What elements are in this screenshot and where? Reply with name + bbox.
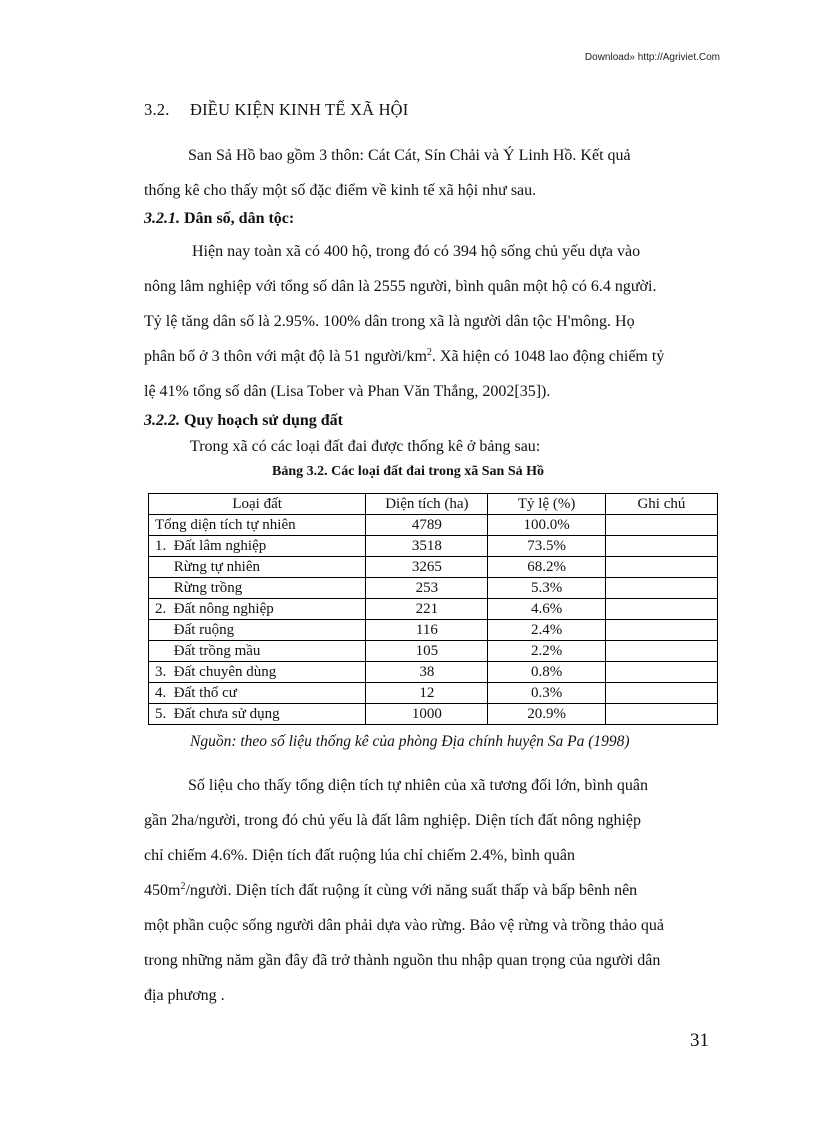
conclusion-line-7: địa phương .: [144, 987, 225, 1004]
conclusion-line-5: một phần cuộc sống người dân phải dựa vào rừng. Bảo vệ rừng và trồng thảo quả: [144, 917, 664, 934]
conclusion-line-6: trong những năm gần đây đã trở thành nguồn thu nhập quan trọng của người dân: [144, 952, 661, 969]
conclusion-line-1: Số liệu cho thấy tổng diện tích tự nhiên của xã tương đối lớn, bình quân: [188, 777, 648, 794]
subsection-number: 3.2.2.: [144, 412, 180, 429]
conclusion-paragraph: [144, 768, 716, 1013]
note-cell: [605, 641, 717, 662]
land-type-cell: 2. Đất nông nghiệp: [149, 599, 366, 620]
section-heading: [144, 100, 409, 120]
conclusion-line-3: chỉ chiếm 4.6%. Diện tích đất ruộng lúa chỉ chiếm 2.4%, bình quân: [144, 847, 575, 864]
land-type-cell: Rừng tự nhiên: [149, 557, 366, 578]
table-row: [149, 704, 718, 725]
note-cell: [605, 536, 717, 557]
area-cell: 12: [366, 683, 488, 704]
population-line-4: phân bố ở 3 thôn với mật độ là 51 người/$km^2$. Xã hiện có 1048 lao động chiếm tỷ: [144, 347, 665, 365]
subsection-title: Dân số, dân tộc:: [184, 210, 295, 227]
note-cell: [605, 578, 717, 599]
land-type-cell: 4. Đất thổ cư: [149, 683, 366, 704]
ratio-cell: 73.5%: [488, 536, 605, 557]
table-row: [149, 662, 718, 683]
table-row: [149, 515, 718, 536]
land-type-cell: Tổng diện tích tự nhiên: [149, 515, 366, 536]
note-cell: [605, 683, 717, 704]
conclusion-line-2: gần 2ha/người, trong đó chủ yếu là đất lâm nghiệp. Diện tích đất nông nghiệp: [144, 812, 642, 829]
subsection-number: 3.2.1.: [144, 210, 180, 227]
area-cell: 38: [366, 662, 488, 683]
area-cell: 4789: [366, 515, 488, 536]
download-note: Download» http://Agriviet.Com: [584, 52, 720, 63]
ratio-cell: 100.0%: [488, 515, 605, 536]
section-number: 3.2.: [144, 100, 170, 119]
header-ratio: Tỷ lệ (%): [488, 494, 605, 515]
ratio-cell: 20.9%: [488, 704, 605, 725]
land-type-cell: Rừng trồng: [149, 578, 366, 599]
intro-paragraph: [144, 138, 716, 208]
ratio-cell: 4.6%: [488, 599, 605, 620]
area-cell: 221: [366, 599, 488, 620]
land-type-cell: Đất ruộng: [149, 620, 366, 641]
table-header-row: [149, 494, 718, 515]
land-table: [148, 493, 718, 725]
land-type-cell: 3. Đất chuyên dùng: [149, 662, 366, 683]
land-type-cell: Đất trồng mầu: [149, 641, 366, 662]
area-cell: 3265: [366, 557, 488, 578]
area-cell: 116: [366, 620, 488, 641]
header-area: Diện tích (ha): [366, 494, 488, 515]
table-source: Nguồn: theo số liệu thống kê của phòng Địa chính huyện Sa Pa (1998): [190, 733, 630, 750]
population-line-1: Hiện nay toàn xã có 400 hộ, trong đó có 394 hộ sống chủ yếu dựa vào: [192, 243, 641, 260]
ratio-cell: 5.3%: [488, 578, 605, 599]
note-cell: [605, 704, 717, 725]
note-cell: [605, 620, 717, 641]
header-land-type: Loại đất: [149, 494, 366, 515]
table-row: [149, 599, 718, 620]
header-note: Ghi chú: [605, 494, 717, 515]
note-cell: [605, 599, 717, 620]
ratio-cell: 0.8%: [488, 662, 605, 683]
subsection-title: Quy hoạch sử dụng đất: [184, 412, 343, 429]
population-line-2: nông lâm nghiệp với tổng số dân là 2555 người, bình quân một hộ có 6.4 người.: [144, 278, 657, 295]
ratio-cell: 68.2%: [488, 557, 605, 578]
area-cell: 3518: [366, 536, 488, 557]
population-line-5: lệ 41% tổng số dân (Lisa Tober và Phan Văn Thắng, 2002[35]).: [144, 383, 551, 400]
note-cell: [605, 557, 717, 578]
population-line-3: Tỷ lệ tăng dân số là 2.95%. 100% dân trong xã là người dân tộc H'mông. Họ: [144, 313, 635, 330]
area-cell: 253: [366, 578, 488, 599]
note-cell: [605, 515, 717, 536]
conclusion-line-4: $450m^2$/người. Diện tích đất ruộng ít cùng với năng suất thấp và bấp bênh nên: [144, 881, 638, 899]
intro-line-1: San Sả Hồ bao gồm 3 thôn: Cát Cát, Sín Chải và Ý Linh Hồ. Kết quả: [188, 147, 631, 164]
table-row: [149, 578, 718, 599]
population-paragraph: [144, 234, 716, 409]
ratio-cell: 2.4%: [488, 620, 605, 641]
table-caption: Bảng 3.2. Các loại đất đai trong xã San Sả Hồ: [271, 464, 544, 479]
intro-line-2: thống kê cho thấy một số đặc điểm về kinh tế xã hội như sau.: [144, 182, 537, 199]
ratio-cell: 2.2%: [488, 641, 605, 662]
table-row: [149, 683, 718, 704]
land-type-cell: 1. Đất lâm nghiệp: [149, 536, 366, 557]
land-table-body: [149, 515, 718, 725]
ratio-cell: 0.3%: [488, 683, 605, 704]
area-cell: 105: [366, 641, 488, 662]
table-row: [149, 641, 718, 662]
page-number: 31: [690, 1030, 709, 1051]
area-cell: 1000: [366, 704, 488, 725]
table-row: [149, 536, 718, 557]
note-cell: [605, 662, 717, 683]
table-row: [149, 557, 718, 578]
subsection-heading-population: [144, 210, 294, 228]
subsection-heading-land-use: [144, 412, 343, 430]
table-intro: Trong xã có các loại đất đai được thống kê ở bảng sau:: [190, 438, 541, 455]
table-row: [149, 620, 718, 641]
section-title: ĐIỀU KIỆN KINH TẾ XÃ HỘI: [190, 100, 409, 119]
land-type-cell: 5. Đất chưa sử dụng: [149, 704, 366, 725]
